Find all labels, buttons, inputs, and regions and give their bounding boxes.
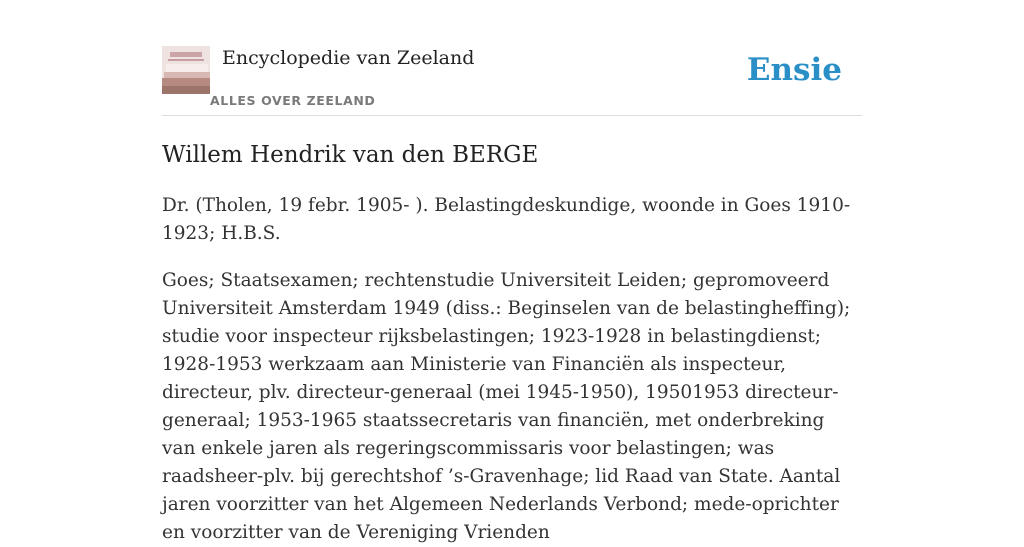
book-image-icon bbox=[162, 46, 210, 94]
site-subtitle: ALLES OVER ZEELAND bbox=[210, 93, 376, 108]
site-logo[interactable] bbox=[162, 46, 210, 94]
header-divider bbox=[162, 115, 862, 116]
article-title: Willem Hendrik van den BERGE bbox=[162, 142, 539, 168]
site-title[interactable]: Encyclopedie van Zeeland bbox=[222, 47, 475, 69]
article-paragraph: Dr. (Tholen, 19 febr. 1905- ). Belastingdeskundige, woonde in Goes 1910-1923; H.B.S. bbox=[162, 195, 851, 244]
article-paragraph: Goes; Staatsexamen; rechtenstudie Universiteit Leiden; gepromoveerd Universiteit Amsterdam 1949 (diss.: Beginselen van de belastingheffing); studie voor inspecteur rijksbelastingen; 1923-1928 in belastingdienst; 1928-1953 werkzaam aan Ministerie van Financiën als inspecteur, directeur, plv. directeur-generaal (mei 1945-1950), 19501953 directeur-generaal; 1953-1965 staatssecretaris van financiën, met onderbreking van enkele jaren als regeringscommissaris voor belastingen; was raadsheer-plv. bij gerechtshof ’s-Gravenhage; lid Raad van State. Aantal jaren voorzitter van het Algemeen Nederlands Verbond; mede-oprichter en voorzitter van de Vereniging Vrienden bbox=[162, 270, 851, 543]
brand-logo[interactable]: Ensie bbox=[746, 52, 842, 88]
site-header bbox=[162, 46, 862, 116]
